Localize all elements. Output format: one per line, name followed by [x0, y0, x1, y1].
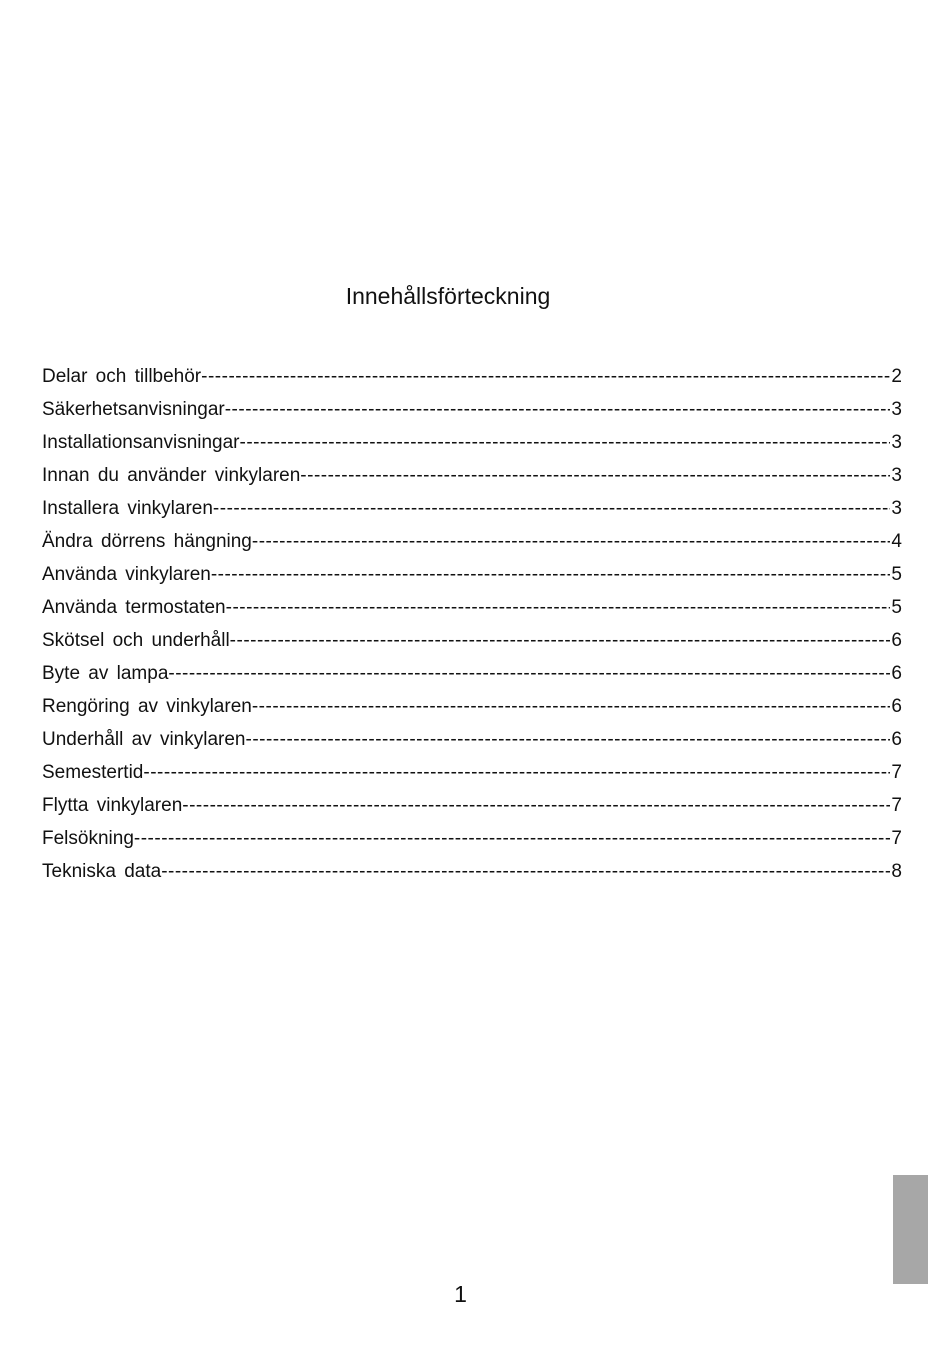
- toc-leader: [226, 595, 891, 621]
- toc-entry[interactable]: [42, 727, 902, 760]
- toc-entry-label: Rengöring av vinkylaren: [42, 696, 252, 717]
- page-title: Innehållsförteckning: [345, 283, 551, 309]
- toc-entry-page: 6: [891, 663, 902, 684]
- table-of-contents: [42, 364, 902, 892]
- toc-entry-page: 7: [891, 828, 902, 849]
- toc-entry-page: 3: [891, 399, 902, 420]
- toc-leader: [252, 694, 891, 720]
- toc-entry-label: Tekniska data: [42, 861, 162, 882]
- toc-entry-page: 5: [891, 564, 902, 585]
- toc-entry-page: 2: [891, 366, 902, 387]
- toc-entry[interactable]: [42, 430, 902, 463]
- toc-entry-label: Säkerhetsanvisningar: [42, 399, 225, 420]
- toc-entry-label: Ändra dörrens hängning: [42, 531, 252, 552]
- toc-leader: [246, 727, 891, 753]
- toc-entry-page: 4: [891, 531, 902, 552]
- toc-entry[interactable]: [42, 661, 902, 694]
- toc-entry[interactable]: [42, 694, 902, 727]
- toc-entry-label: Innan du använder vinkylaren: [42, 465, 301, 486]
- toc-entry-page: 8: [891, 861, 902, 882]
- toc-leader: [182, 793, 890, 819]
- toc-entry[interactable]: [42, 793, 902, 826]
- toc-entry-page: 3: [891, 498, 902, 519]
- toc-entry-label: Flytta vinkylaren: [42, 795, 183, 816]
- toc-entry[interactable]: [42, 496, 902, 529]
- toc-entry-page: 7: [891, 795, 902, 816]
- toc-entry-page: 6: [891, 729, 902, 750]
- toc-leader: [211, 562, 891, 588]
- toc-leader: [134, 826, 891, 852]
- toc-entry[interactable]: [42, 397, 902, 430]
- page-number: 1: [454, 1281, 467, 1307]
- toc-entry-page: 6: [891, 630, 902, 651]
- toc-leader: [143, 760, 890, 786]
- toc-entry-label: Skötsel och underhåll: [42, 630, 230, 651]
- side-tab-marker: [893, 1175, 928, 1284]
- toc-entry-label: Felsökning: [42, 828, 134, 849]
- toc-entry[interactable]: [42, 529, 902, 562]
- toc-entry-label: Använda vinkylaren: [42, 564, 211, 585]
- toc-entry[interactable]: [42, 826, 902, 859]
- toc-leader: [168, 661, 890, 687]
- toc-entry-label: Semestertid: [42, 762, 144, 783]
- toc-entry-label: Byte av lampa: [42, 663, 169, 684]
- toc-entry[interactable]: [42, 463, 902, 496]
- toc-entry-page: 5: [891, 597, 902, 618]
- toc-leader: [252, 529, 891, 555]
- toc-entry-label: Installera vinkylaren: [42, 498, 213, 519]
- toc-entry-page: 3: [891, 465, 902, 486]
- toc-leader: [161, 859, 890, 885]
- toc-leader: [213, 496, 891, 522]
- toc-entry-label: Installationsanvisningar: [42, 432, 240, 453]
- toc-entry[interactable]: [42, 760, 902, 793]
- toc-entry[interactable]: [42, 562, 902, 595]
- toc-leader: [230, 628, 891, 654]
- toc-entry[interactable]: [42, 364, 902, 397]
- toc-entry-page: 3: [891, 432, 902, 453]
- toc-leader: [240, 430, 891, 456]
- toc-entry[interactable]: [42, 859, 902, 892]
- toc-leader: [201, 364, 890, 390]
- toc-entry-label: Underhåll av vinkylaren: [42, 729, 246, 750]
- toc-entry-label: Använda termostaten: [42, 597, 226, 618]
- toc-leader: [225, 397, 891, 423]
- toc-leader: [300, 463, 890, 489]
- toc-entry-page: 7: [891, 762, 902, 783]
- toc-entry[interactable]: [42, 595, 902, 628]
- toc-entry-page: 6: [891, 696, 902, 717]
- toc-entry-label: Delar och tillbehör: [42, 366, 202, 387]
- toc-entry[interactable]: [42, 628, 902, 661]
